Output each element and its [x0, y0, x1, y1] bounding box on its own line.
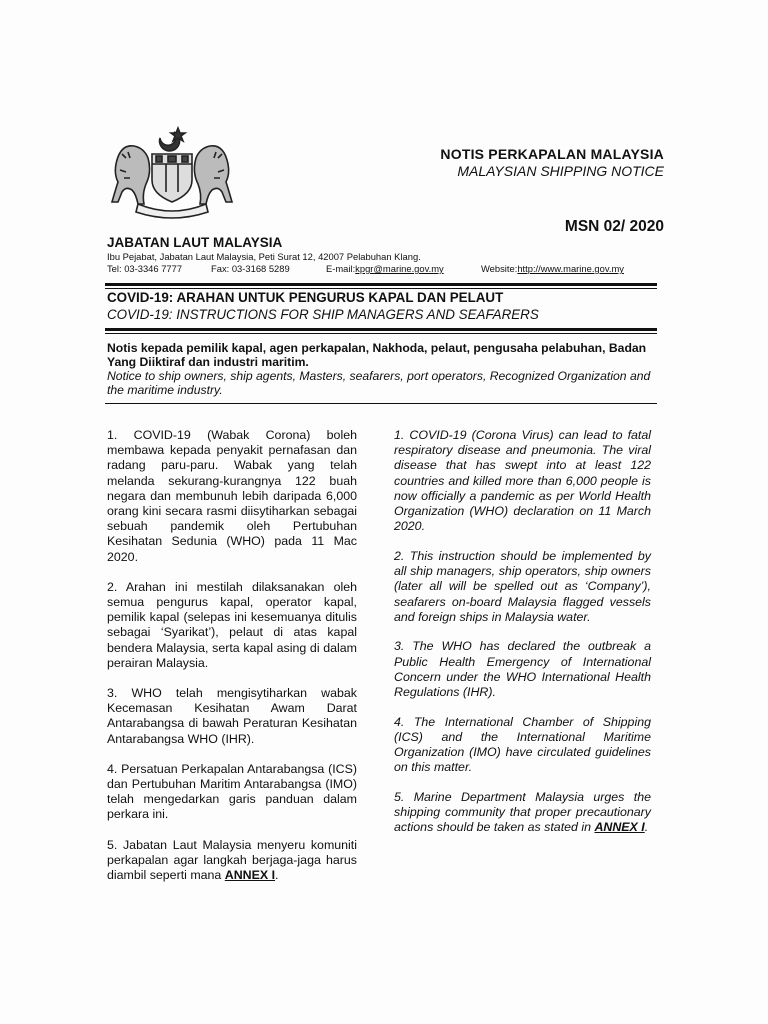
- divider-mid-thin: [105, 333, 657, 334]
- notice-number: MSN 02/ 2020: [564, 218, 664, 235]
- divider-top-thick: [105, 283, 657, 286]
- paragraph-ms-5-text: 5. Jabatan Laut Malaysia menyeru komuniti perkapalan agar langkah berjaga-jaga harus diambil seperti mana: [107, 837, 357, 883]
- paragraph-ms-2: 2. Arahan ini mestilah dilaksanakan oleh semua pengurus kapal, operator kapal, pemilik kapal (selepas ini kesemuanya ditulis sebagai ‘Syarikat’), pelaut di atas kapal bendera Malaysia, serta kapal asing di dalam perairan Malaysia.: [107, 579, 357, 670]
- paragraph-en-1: 1. COVID-19 (Corona Virus) can lead to fatal respiratory disease and pneumonia. The viral disease that has swept into at least 122 countries and killed more than 6,000 people is now officially a pandemic as per World Health Organization (WHO) declaration on 11 March 2020.: [394, 428, 651, 534]
- paragraph-en-5-text: 5. Marine Department Malaysia urges the shipping community that proper precautionary actions should be taken as stated in: [394, 790, 651, 835]
- subject-en: COVID-19: INSTRUCTIONS FOR SHIP MANAGERS AND SEAFARERS: [107, 307, 539, 322]
- department-name: JABATAN LAUT MALAYSIA: [107, 235, 283, 250]
- body-column-ms: [107, 428, 357, 898]
- paragraph-ms-4: 4. Persatuan Perkapalan Antarabangsa (ICS) dan Pertubuhan Maritim Antarabangsa (IMO) telah mengedarkan garis panduan dalam perkara ini.: [107, 761, 357, 822]
- addressees: [107, 341, 659, 397]
- addressees-en: Notice to ship owners, ship agents, Masters, seafarers, port operators, Recognized Organization and the maritime industry.: [107, 369, 651, 397]
- paragraph-ms-3: 3. WHO telah mengisytiharkan wabak Kecemasan Kesihatan Awam Darat Antarabangsa di bawah Peraturan Kesihatan Antarabangsa WHO (IHR).: [107, 686, 357, 746]
- notice-title-en: MALAYSIAN SHIPPING NOTICE: [457, 163, 664, 179]
- paragraph-en-3: 3. The WHO has declared the outbreak a Public Health Emergency of International Concern under the WHO International Health Regulations (IHR).: [394, 639, 651, 700]
- notice-subject: [107, 290, 539, 322]
- malaysian-coat-of-arms-icon: [108, 124, 236, 220]
- body-column-en: [394, 428, 651, 850]
- annex-reference-ms: ANNEX I: [224, 868, 276, 883]
- paragraph-en-4: 4. The International Chamber of Shipping (ICS) and the International Maritime Organization (IMO) have circulated guidelines on this matter.: [394, 714, 651, 775]
- department-tel: Tel: 03-3346 7777: [107, 263, 183, 274]
- divider-lead: [105, 403, 657, 404]
- divider-mid-thick: [105, 328, 657, 331]
- email-label: E-mail:: [326, 263, 356, 274]
- department-address: Ibu Pejabat, Jabatan Laut Malaysia, Peti Surat 12, 42007 Pelabuhan Klang.: [107, 251, 421, 262]
- paragraph-ms-1: 1. COVID-19 (Wabak Corona) boleh membawa kepada penyakit pernafasan dan radang paru-paru. Wabak yang telah melanda sekurang-kurangnya 122 buah negara dan membunuh lebih daripada 6,000 orang kini secara rasmi diisytiharkan sebagai sebuah pandemik oleh Pertubuhan Kesihatan Sedunia (WHO) pada 11 Mac 2020.: [107, 428, 357, 564]
- department-contact: [107, 251, 624, 275]
- paragraph-ms-5-end: .: [275, 868, 279, 883]
- paragraph-en-2: 2. This instruction should be implemented by all ship managers, ship operators, ship owners (later all will be spelled out as ‘Company’), seafarers on-board Malaysia flagged vessels and foreign ships in Malaysia water.: [394, 548, 651, 624]
- notice-title-ms: NOTIS PERKAPALAN MALAYSIA: [440, 146, 664, 162]
- paragraph-ms-5: [107, 838, 357, 884]
- annex-reference-en: ANNEX I: [594, 820, 645, 835]
- email-link[interactable]: kpgr@marine.gov.my: [355, 263, 444, 274]
- divider-top-thin: [105, 288, 657, 289]
- paragraph-en-5: [394, 790, 651, 836]
- addressees-ms: Notis kepada pemilik kapal, agen perkapalan, Nakhoda, pelaut, pengusaha pelabuhan, Badan Yang Diiktiraf dan industri maritim.: [107, 341, 647, 369]
- website-label: Website:: [481, 263, 518, 274]
- notice-header: [440, 146, 664, 179]
- subject-ms: COVID-19: ARAHAN UNTUK PENGURUS KAPAL DAN PELAUT: [107, 290, 504, 305]
- department-fax: Fax: 03-3168 5289: [211, 263, 290, 274]
- paragraph-en-5-end: .: [644, 820, 649, 835]
- website-link[interactable]: http://www.marine.gov.my: [517, 263, 624, 274]
